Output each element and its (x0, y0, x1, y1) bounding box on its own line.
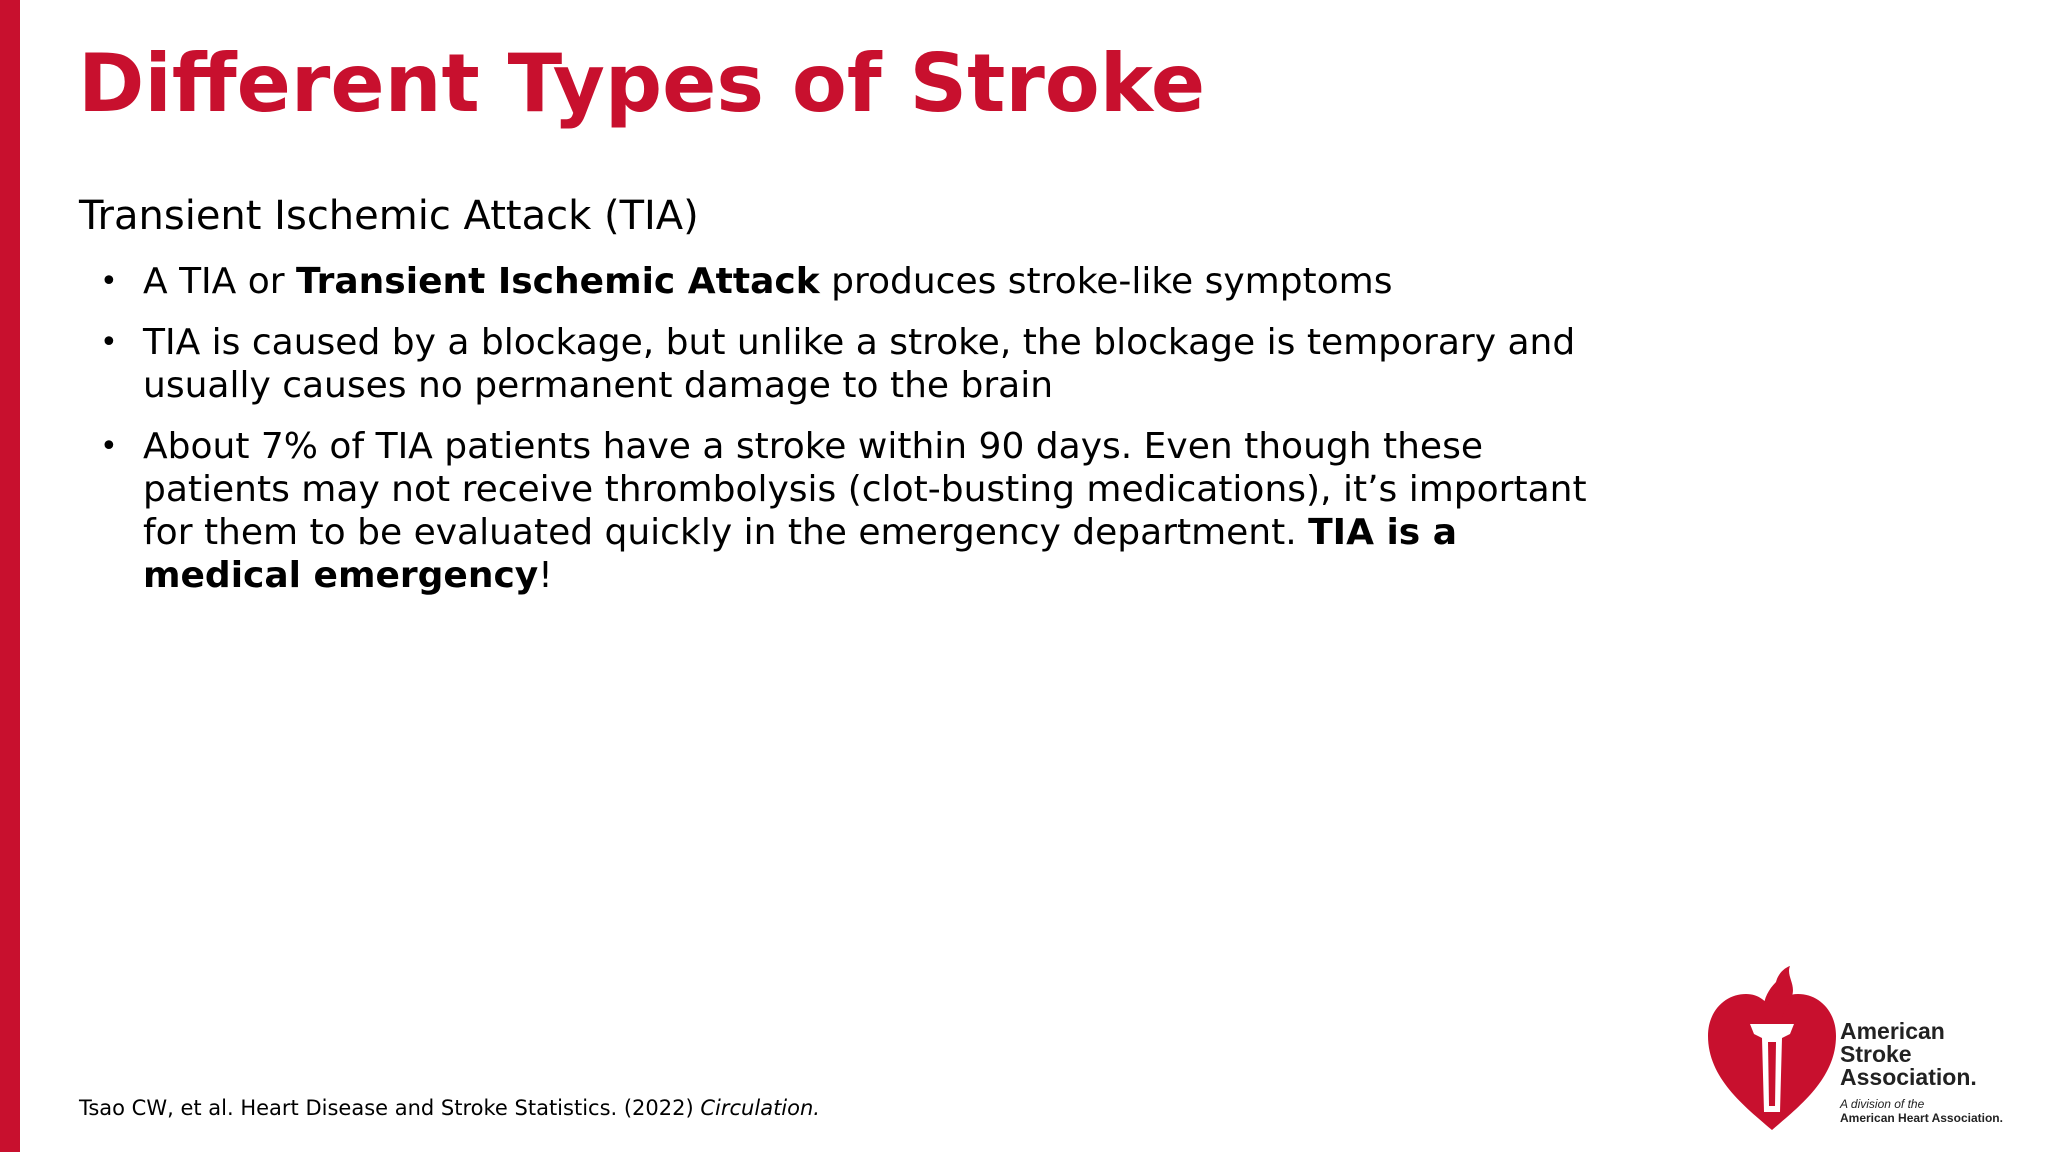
bullet-list (100, 260, 1620, 615)
bullet-dot: • (100, 325, 118, 360)
bullet-text-part: TIA is caused by a blockage, but unlike a stroke, the blockage is temporary and usually causes no permanent damage to the brain (143, 322, 1576, 406)
bullet-text-bold: Transient Ischemic Attack (296, 261, 820, 302)
slide-title: Different Types of Stroke (78, 37, 1206, 130)
left-accent-bar (0, 0, 20, 1152)
american-stroke-association-logo (1700, 962, 2040, 1138)
bullet-item (100, 260, 1620, 303)
bullet-item (100, 425, 1620, 597)
bullet-text-part: produces stroke-like symptoms (819, 261, 1393, 302)
bullet-text (143, 322, 1575, 406)
logo-line: American (1840, 1018, 1945, 1044)
logo-line: Stroke (1840, 1041, 1912, 1067)
heart-torch-icon (1704, 966, 1840, 1134)
citation-journal: Circulation. (700, 1096, 820, 1120)
logo-subtitle: A division of the (1840, 1097, 1925, 1111)
bullet-dot: • (100, 429, 118, 464)
bullet-text (143, 261, 1393, 302)
logo-subtitle-org: American Heart Association. (1840, 1111, 2003, 1125)
bullet-text-part: A TIA or (143, 261, 297, 302)
torch-detail (1768, 1042, 1776, 1106)
bullet-item (100, 321, 1620, 407)
bullet-text (143, 426, 1587, 596)
logo-line: Association. (1840, 1064, 1977, 1090)
citation (79, 1094, 820, 1122)
section-heading: Transient Ischemic Attack (TIA) (79, 193, 699, 239)
bullet-text-bold: TIA is a medical emergency (143, 512, 1458, 596)
bullet-text-part: About 7% of TIA patients have a stroke within 90 days. Even though these patients may not receive thrombolysis (clot-busting medications), it’s important for them to be evaluated quickly in the emergency department. (143, 426, 1587, 553)
logo-text (1840, 1020, 2003, 1125)
bullet-dot: • (100, 264, 118, 299)
citation-text: Tsao CW, et al. Heart Disease and Stroke Statistics. (2022) (79, 1096, 701, 1120)
bullet-text-part: ! (538, 555, 553, 596)
